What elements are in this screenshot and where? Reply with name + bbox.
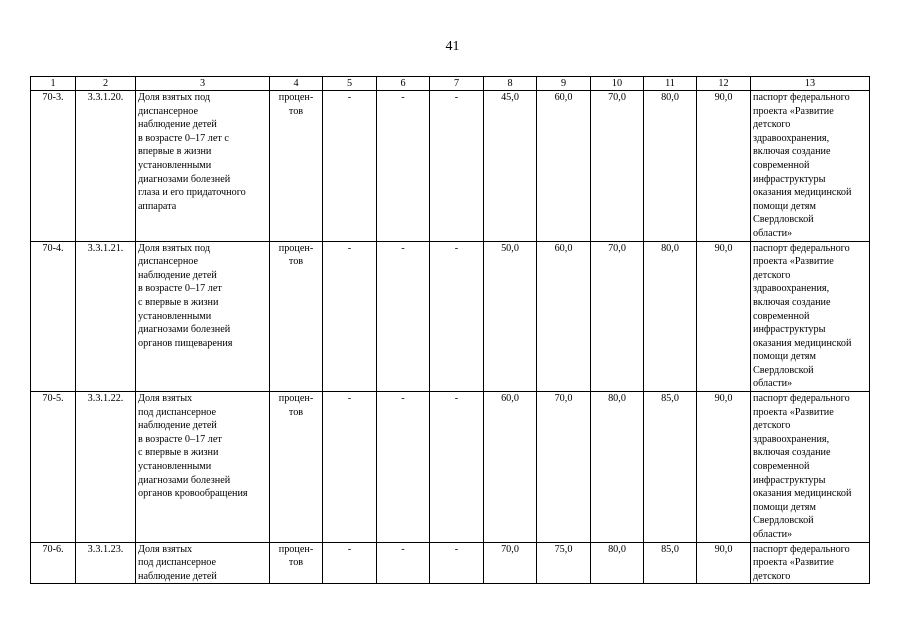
value-col8: 45,0 (484, 91, 537, 242)
value-col10: 80,0 (591, 392, 644, 543)
source-document: паспорт федерального проекта «Развитие детского здравоохранения, включая создание современной инфраструктуры оказания медицинской помощи детям Свердловской области» (751, 241, 870, 392)
value-col9: 60,0 (537, 91, 591, 242)
row-number: 70-3. (31, 91, 76, 242)
value-col8: 50,0 (484, 241, 537, 392)
row-number: 70-5. (31, 392, 76, 543)
unit: процен- тов (270, 241, 323, 392)
value-col11: 80,0 (644, 91, 697, 242)
value-col5: - (323, 241, 377, 392)
indicators-table (30, 76, 870, 584)
row-number: 70-6. (31, 542, 76, 584)
value-col6: - (377, 91, 430, 242)
source-document: паспорт федерального проекта «Развитие детского здравоохранения, включая создание современной инфраструктуры оказания медицинской помощи детям Свердловской области» (751, 91, 870, 242)
value-col11: 85,0 (644, 542, 697, 584)
value-col8: 60,0 (484, 392, 537, 543)
value-col10: 80,0 (591, 542, 644, 584)
unit: процен- тов (270, 392, 323, 543)
indicator-code: 3.3.1.22. (76, 392, 136, 543)
source-document: паспорт федерального проекта «Развитие детского здравоохранения, включая создание современной инфраструктуры оказания медицинской помощи детям Свердловской области» (751, 392, 870, 543)
value-col5: - (323, 392, 377, 543)
unit: процен- тов (270, 91, 323, 242)
table-row (31, 392, 870, 543)
column-header: 8 (484, 77, 537, 91)
page-number: 41 (445, 39, 460, 54)
value-col7: - (430, 542, 484, 584)
value-col9: 60,0 (537, 241, 591, 392)
indicator-name: Доля взятых под диспансерное наблюдение детей в возрасте 0–17 лет с впервые в жизни установленными диагнозами болезней органов кровообращения (136, 392, 270, 543)
value-col11: 80,0 (644, 241, 697, 392)
value-col12: 90,0 (697, 91, 751, 242)
source-document: паспорт федерального проекта «Развитие детского (751, 542, 870, 584)
value-col8: 70,0 (484, 542, 537, 584)
row-number: 70-4. (31, 241, 76, 392)
column-header: 6 (377, 77, 430, 91)
indicator-code: 3.3.1.20. (76, 91, 136, 242)
indicator-code: 3.3.1.21. (76, 241, 136, 392)
value-col9: 75,0 (537, 542, 591, 584)
value-col7: - (430, 392, 484, 543)
value-col5: - (323, 91, 377, 242)
header-row (31, 77, 870, 91)
column-header: 13 (751, 77, 870, 91)
value-col10: 70,0 (591, 91, 644, 242)
value-col6: - (377, 241, 430, 392)
column-header: 9 (537, 77, 591, 91)
value-col5: - (323, 542, 377, 584)
value-col11: 85,0 (644, 392, 697, 543)
table-row (31, 91, 870, 242)
value-col6: - (377, 392, 430, 543)
table-row (31, 241, 870, 392)
value-col12: 90,0 (697, 542, 751, 584)
value-col9: 70,0 (537, 392, 591, 543)
indicator-code: 3.3.1.23. (76, 542, 136, 584)
column-header: 5 (323, 77, 377, 91)
column-header: 4 (270, 77, 323, 91)
indicator-name: Доля взятых под диспансерное наблюдение детей в возрасте 0–17 лет с впервые в жизни установленными диагнозами болезней органов пищеварения (136, 241, 270, 392)
indicator-name: Доля взятых под диспансерное наблюдение детей в возрасте 0–17 лет с впервые в жизни установленными диагнозами болезней глаза и его придаточного аппарата (136, 91, 270, 242)
column-header: 11 (644, 77, 697, 91)
value-col10: 70,0 (591, 241, 644, 392)
column-header: 1 (31, 77, 76, 91)
column-header: 7 (430, 77, 484, 91)
value-col7: - (430, 241, 484, 392)
column-header: 2 (76, 77, 136, 91)
column-header: 10 (591, 77, 644, 91)
value-col12: 90,0 (697, 392, 751, 543)
column-header: 3 (136, 77, 270, 91)
value-col6: - (377, 542, 430, 584)
table-row (31, 542, 870, 584)
value-col7: - (430, 91, 484, 242)
column-header: 12 (697, 77, 751, 91)
unit: процен- тов (270, 542, 323, 584)
value-col12: 90,0 (697, 241, 751, 392)
indicator-name: Доля взятых под диспансерное наблюдение детей (136, 542, 270, 584)
